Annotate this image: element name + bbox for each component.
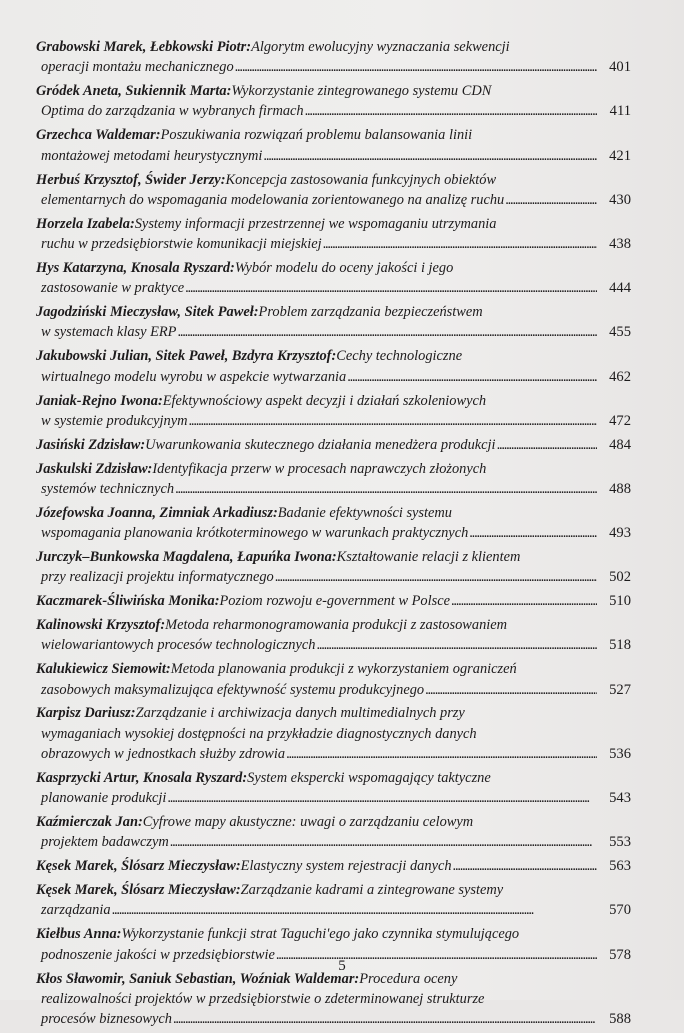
- entry-title: operacji montażu mechanicznego: [41, 59, 234, 76]
- dot-leader: [316, 635, 597, 655]
- dot-leader: [173, 1009, 597, 1029]
- toc-entry-line: [36, 278, 631, 298]
- entry-title: projektem badawczym: [41, 834, 169, 851]
- toc-entry-line: [36, 680, 631, 700]
- toc-entry-line: [36, 479, 631, 499]
- entry-authors: Gródek Aneta, Sukiennik Marta:: [36, 83, 232, 100]
- toc-entry-line: [36, 788, 631, 808]
- toc-entry: [36, 37, 631, 78]
- toc-entry-line: [36, 880, 631, 900]
- entry-page-number: 543: [609, 790, 631, 807]
- toc-entry-line: [36, 1009, 631, 1029]
- dot-leader: [497, 435, 597, 455]
- dot-leader: [469, 523, 597, 543]
- toc-entry-line: [36, 190, 631, 210]
- entry-title: Identyfikacja przerw w procesach naprawczych złożonych: [152, 460, 487, 477]
- dot-leader: [235, 57, 597, 77]
- dot-leader: [347, 367, 597, 387]
- toc-entry-line: [36, 57, 631, 77]
- entry-title: montażowej metodami heurystycznymi: [41, 147, 263, 164]
- dot-leader: [305, 101, 597, 121]
- entry-title: Efektywnościowy aspekt decyzji i działań szkoleniowych: [162, 392, 487, 409]
- toc-entry-line: [36, 832, 631, 852]
- entry-page-number: 472: [609, 412, 631, 429]
- entry-authors: Kiełbus Anna:: [36, 926, 122, 943]
- entry-title: Metoda planowania produkcji z wykorzystaniem ograniczeń: [170, 661, 517, 678]
- dot-leader: [505, 190, 597, 210]
- toc-entry-line: [36, 81, 631, 101]
- entry-page-number: 430: [609, 191, 631, 208]
- toc-entry-line: [36, 856, 631, 876]
- entry-authors: Jagodziński Mieczysław, Sitek Paweł:: [36, 304, 259, 321]
- toc-entry-line: [36, 101, 631, 121]
- toc-entry-line: [36, 302, 631, 322]
- entry-title: Poszukiwania rozwiązań problemu balansowania linii: [160, 127, 473, 144]
- toc-entry-line: [36, 989, 631, 1009]
- entry-authors: Horzela Izabela:: [36, 215, 135, 232]
- entry-title: w systemach klasy ERP: [41, 324, 177, 341]
- entry-authors: Janiak-Rejno Iwona:: [36, 392, 163, 409]
- entry-authors: Kęsek Marek, Ślósarz Mieczysław:: [36, 882, 241, 899]
- page-number: 5: [338, 958, 346, 974]
- toc-entry-line: [36, 591, 631, 611]
- toc-entry: [36, 258, 631, 299]
- toc-entry: [36, 81, 631, 122]
- entry-title: Optima do zarządzania w wybranych firmach: [41, 103, 304, 120]
- entry-page-number: 411: [609, 103, 631, 120]
- entry-authors: Kłos Sławomir, Saniuk Sebastian, Woźniak Waldemar:: [36, 970, 360, 987]
- entry-title: zarządzania: [41, 902, 111, 919]
- entry-title: procesów biznesowych: [41, 1011, 172, 1028]
- entry-page-number: 563: [609, 858, 631, 875]
- entry-authors: Kalinowski Krzysztof:: [36, 617, 166, 634]
- entry-authors: Karpisz Dariusz:: [36, 705, 136, 722]
- entry-page-number: 527: [609, 681, 631, 698]
- toc-entry-line: [36, 812, 631, 832]
- toc-entry-line: [36, 900, 631, 920]
- entry-authors: Herbuś Krzysztof, Świder Jerzy:: [36, 171, 226, 188]
- entry-authors: Jakubowski Julian, Sitek Paweł, Bzdyra Krzysztof:: [36, 348, 337, 365]
- entry-title: Poziom rozwoju e-government w Polsce: [219, 593, 450, 610]
- entry-authors: Kalukiewicz Siemowit:: [36, 661, 171, 678]
- toc-entry-line: [36, 523, 631, 543]
- entry-page-number: 401: [609, 59, 631, 76]
- entry-authors: Kaźmierczak Jan:: [36, 814, 143, 831]
- entry-page-number: 493: [609, 525, 631, 542]
- toc-entry-line: [36, 703, 631, 723]
- entry-title: elementarnych do wspomagania modelowania zorientowanego na analizę ruchu: [41, 191, 505, 208]
- entry-authors: Grzechca Waldemar:: [36, 127, 161, 144]
- toc-entry: [36, 170, 631, 211]
- entry-authors: Grabowski Marek, Łebkowski Piotr:: [36, 39, 252, 55]
- toc-entry-line: [36, 724, 631, 744]
- dot-leader: [425, 680, 597, 700]
- entry-title: Systemy informacji przestrzennej we wspomaganiu utrzymania: [134, 215, 497, 232]
- toc-entry-line: [36, 615, 631, 635]
- toc-entry: [36, 768, 631, 809]
- entry-authors: Kaczmarek-Śliwińska Monika:: [36, 593, 220, 610]
- toc-entry-line: [36, 635, 631, 655]
- toc-entry: [36, 459, 631, 500]
- entry-title: wymaganiach wysokiej dostępności na przykładzie diagnostycznych danych: [41, 725, 477, 742]
- toc-entry-line: [36, 322, 631, 342]
- dot-leader: [175, 479, 597, 499]
- entry-page-number: 502: [609, 569, 631, 586]
- entry-title: Zarządzanie kadrami a zintegrowane systemy: [240, 882, 504, 899]
- entry-page-number: 444: [609, 280, 631, 297]
- toc-entry-line: [36, 214, 631, 234]
- entry-title: Wykorzystanie funkcji strat Taguchi'ego jako czynnika stymulującego: [121, 926, 520, 943]
- entry-page-number: 462: [609, 368, 631, 385]
- toc-entry-line: [36, 567, 631, 587]
- toc-entry: [36, 812, 631, 853]
- entry-authors: Józefowska Joanna, Zimniak Arkadiusz:: [36, 504, 278, 521]
- entry-page-number: 536: [609, 746, 631, 762]
- dot-leader: [170, 832, 597, 852]
- toc-entry: [36, 615, 631, 656]
- toc-entry-line: [36, 146, 631, 166]
- entry-authors: Kęsek Marek, Ślósarz Mieczysław:: [36, 858, 241, 875]
- entry-title: przy realizacji projektu informatycznego: [41, 569, 274, 586]
- entry-title: Cechy technologiczne: [336, 348, 463, 365]
- entry-page-number: 570: [609, 902, 631, 919]
- entry-title: wielowariantowych procesów technologicznych: [41, 637, 316, 654]
- entry-title: podnoszenie jakości w przedsiębiorstwie: [41, 946, 275, 963]
- toc-entry: [36, 969, 631, 1030]
- toc-entry-line: [36, 411, 631, 431]
- entry-title: Koncepcja zastosowania funkcyjnych obiektów: [225, 171, 497, 188]
- toc-entry: [36, 703, 631, 764]
- entry-title: ruchu w przedsiębiorstwie komunikacji miejskiej: [41, 236, 322, 253]
- entry-title: realizowalności projektów w przedsiębiorstwie o zdeterminowanej strukturze: [41, 990, 485, 1007]
- entry-title: Procedura oceny: [359, 970, 458, 987]
- entry-page-number: 518: [609, 637, 631, 654]
- entry-page-number: 484: [609, 436, 631, 453]
- toc-entry-line: [36, 659, 631, 679]
- toc-entry-line: [36, 234, 631, 254]
- entry-authors: Hys Katarzyna, Knosala Ryszard:: [36, 259, 235, 276]
- entry-page-number: 578: [609, 946, 631, 963]
- toc-entry-line: [36, 435, 631, 455]
- entry-page-number: 421: [609, 147, 631, 164]
- table-of-contents: [36, 37, 631, 1033]
- dot-leader: [453, 856, 597, 876]
- toc-entry: [36, 856, 631, 876]
- entry-title: Problem zarządzania bezpieczeństwem: [258, 304, 483, 321]
- entry-title: Wykorzystanie zintegrowanego systemu CDN: [231, 83, 492, 100]
- entry-title: Zarządzanie i archiwizacja danych multimedialnych przy: [135, 705, 465, 722]
- entry-title: zastosowanie w praktyce: [41, 280, 185, 297]
- toc-entry: [36, 214, 631, 255]
- dot-leader: [275, 567, 597, 587]
- toc-entry-line: [36, 547, 631, 567]
- entry-page-number: 553: [609, 834, 631, 851]
- entry-title: Metoda reharmonogramowania produkcji z zastosowaniem: [165, 617, 508, 634]
- entry-title: Wybór modelu do oceny jakości i jego: [234, 259, 454, 276]
- dot-leader: [323, 234, 597, 254]
- toc-entry-line: [36, 170, 631, 190]
- dot-leader: [189, 411, 597, 431]
- toc-entry: [36, 435, 631, 455]
- entry-title: Algorytm ewolucyjny wyznaczania sekwencji: [251, 39, 510, 55]
- entry-authors: Jaskulski Zdzisław:: [36, 460, 153, 477]
- dot-leader: [185, 278, 597, 298]
- toc-entry: [36, 880, 631, 921]
- entry-title: w systemie produkcyjnym: [41, 412, 188, 429]
- toc-entry-line: [36, 367, 631, 387]
- dot-leader: [167, 788, 597, 808]
- entry-authors: Jurczyk–Bunkowska Magdalena, Łapuńka Iwona:: [36, 548, 337, 565]
- toc-entry-line: [36, 258, 631, 278]
- toc-entry-line: [36, 744, 631, 764]
- toc-entry: [36, 659, 631, 700]
- dot-leader: [263, 146, 597, 166]
- toc-entry: [36, 125, 631, 166]
- entry-page-number: 438: [609, 236, 631, 253]
- dot-leader: [451, 591, 597, 611]
- entry-title: zasobowych maksymalizująca efektywność systemu produkcyjnego: [41, 681, 425, 698]
- entry-title: wirtualnego modelu wyrobu w aspekcie wytwarzania: [41, 368, 347, 385]
- entry-authors: Kasprzycki Artur, Knosala Ryszard:: [36, 769, 248, 786]
- entry-page-number: 588: [609, 1011, 631, 1028]
- entry-title: systemów technicznych: [41, 480, 175, 497]
- entry-title: Badanie efektywności systemu: [277, 504, 452, 521]
- toc-entry-line: [36, 503, 631, 523]
- toc-entry: [36, 391, 631, 432]
- entry-title: obrazowych w jednostkach służby zdrowia: [41, 746, 286, 762]
- dot-leader: [112, 900, 597, 920]
- entry-page-number: 455: [609, 324, 631, 341]
- entry-title: Elastyczny system rejestracji danych: [240, 858, 452, 875]
- dot-leader: [286, 744, 597, 764]
- entry-title: Kształtowanie relacji z klientem: [336, 548, 521, 565]
- toc-entry: [36, 547, 631, 588]
- toc-entry: [36, 591, 631, 611]
- entry-title: System ekspercki wspomagający taktyczne: [247, 769, 491, 786]
- entry-title: Cyfrowe mapy akustyczne: uwagi o zarządzaniu celowym: [142, 814, 474, 831]
- entry-authors: Jasiński Zdzisław:: [36, 436, 146, 453]
- toc-entry-line: [36, 768, 631, 788]
- toc-entry-line: [36, 37, 631, 57]
- toc-entry: [36, 346, 631, 387]
- toc-entry-line: [36, 924, 631, 944]
- entry-page-number: 488: [609, 480, 631, 497]
- toc-entry-line: [36, 125, 631, 145]
- toc-entry-line: [36, 391, 631, 411]
- toc-entry-line: [36, 346, 631, 366]
- entry-title: planowanie produkcji: [41, 790, 167, 807]
- toc-entry-line: [36, 459, 631, 479]
- entry-title: Uwarunkowania skutecznego działania menedżera produkcji: [145, 436, 496, 453]
- entry-page-number: 510: [609, 593, 631, 610]
- dot-leader: [177, 322, 597, 342]
- toc-entry: [36, 503, 631, 544]
- entry-title: wspomagania planowania krótkoterminowego w warunkach praktycznych: [41, 525, 469, 542]
- toc-entry: [36, 302, 631, 343]
